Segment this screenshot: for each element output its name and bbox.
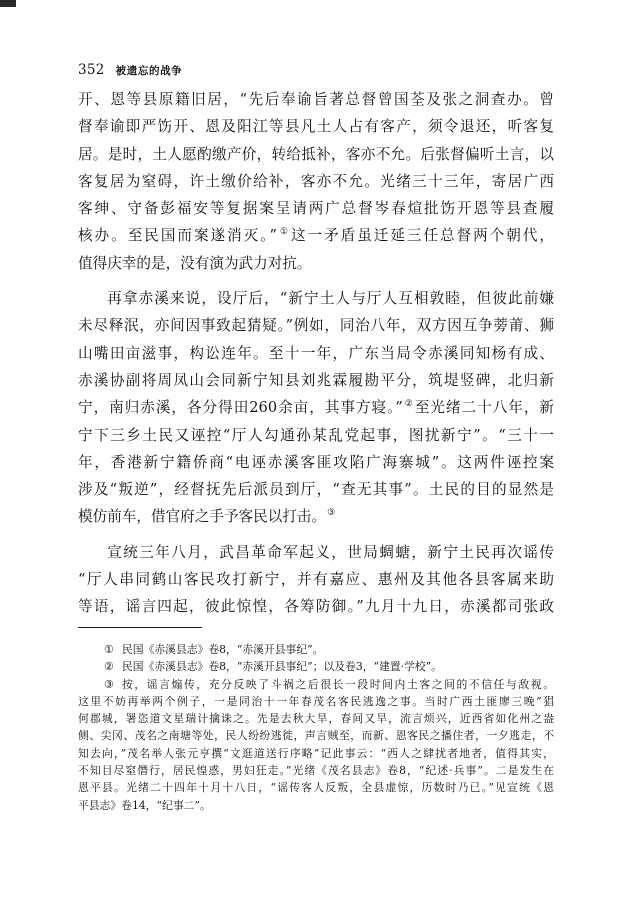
footnote-line: 何郡城，署恣道文星瑞计擒诛之。先是去秋大旱，春间又旱，流言烦兴，近西省如化州之盎 [78,712,554,726]
text-line: 再拿赤溪来说，设厅后，“新宁土人与厅人互相敦睦，但彼此前嫌 [107,290,554,308]
text-line: “厅人串同鹤山客民攻打新宁，并有嘉应、惠州及其他各县客属来助 [78,571,554,589]
text-segment: 宁，南归赤溪，各分得田260余亩，其事方寝。” [78,399,403,417]
footnote-separator [78,627,202,628]
text-line: 未尽释泯，亦间因事致起猜疑。”例如，同治八年，双方因互争蒡莆、狮 [78,317,554,335]
book-title: 被遗忘的战争 [115,65,183,77]
text-segment: 至光绪二十八年，新 [414,399,554,417]
footnote-line: 这里不妨再举两个例子，一是同治十一年春茂名客民逃逸之事。当时广西土匪廖三晚“猖 [78,694,554,708]
footnote-line: 恩平县。光绪二十四年十月十八日，“谣传客人反叛，全县虚惊，历数时乃已。”见宣统《恩 [78,781,554,795]
text-line: 涉及“叛逆”，经督抚先后派员到厅，“查无其事”。土民的目的显然是 [78,481,554,499]
text-line: 值得庆幸的是，没有演为武力对抗。 [78,254,312,272]
footnotes [78,641,554,814]
footnote-ref: ③ [327,508,336,519]
text-segment: 核办。至民国而案遂消灭。” [78,227,277,245]
footnote-text: 按，谣言煽传，充分反映了斗祸之后很长一段时间内土客之间的不信任与敌视。 [122,677,554,691]
page-number: 352 [78,62,105,78]
text-line: 开、恩等县原籍旧居，“先后奉谕旨著总督曾国荃及张之洞查办。曾 [78,91,554,108]
scan-mark [0,0,16,7]
text-line: 山嘴田亩滋事，构讼连年。至十一年，广东当局令赤溪同知杨有成、 [78,344,554,362]
text-line [78,222,554,249]
footnote-ref: ② [403,399,414,410]
footnote-marker: ② [104,660,114,674]
text-line: 宁下三乡土民又诬控“厅人勾通孙某乱党起事，图扰新宁”。“三十一 [78,426,554,444]
footnote-marker: ③ [104,677,114,691]
footnote-line: 侧、尖冈、茂名之南塘等处，民人纷纷逃徙，声言贼至，而新、恩客民之播住者，一夕逃走，不 [78,729,554,743]
text-line: 督奉谕即严饬开、恩及阳江等县凡土人占有客产，须令退还，听客复 [78,118,554,136]
text-line: 赤溪协副将周凤山会同新宁知县刘兆霖履勘平分，筑堤竖碑，北归新 [78,371,554,389]
text-line [78,394,554,421]
paragraph [78,539,554,621]
footnote-line: 不知目尽窒僭行，居民惶惑，男妇狂走。”光绪《茂名县志》卷8，“纪述·兵事”。二是发生在 [78,764,554,778]
footnote-text: 民国《赤溪县志》卷8，“赤溪开县事纪”；以及卷3，“建置·学校”。 [122,660,442,674]
text-line: 年，香港新宁籍侨商“电诬赤溪客匪攻陷广海寨城”。这两件诬控案 [78,453,554,471]
text-line: 客绅、守备彭福安等复据案呈请两广总督岑春煊批饬开恩等县查履 [78,200,554,218]
main-text [78,86,554,621]
text-segment: 这一矛盾虽迁延三任总督两个朝代， [290,227,554,245]
text-line: 等语，谣言四起，彼此惊惶，各筹防御。”九月十九日，赤溪都司张政 [78,598,554,616]
footnote [78,658,554,675]
footnote [78,641,554,658]
text-line: 客复居为窒碍，许土缴价给补，客亦不允。光绪三十三年，寄居广西 [78,172,554,190]
running-header [78,62,182,80]
footnote-line: 平县志》卷14，“纪事二”。 [78,798,211,812]
footnote-line: 知去向，”茂名举人张元亨撰“文逛道送行序略”记此事云：“西人之肆扰者地者，值得其实， [78,746,554,760]
footnote-ref: ① [277,227,290,238]
text-line: 居。是时，土人愿酌缴产价，转给抵补，客亦不允。后张督偏听土言，以 [78,145,554,163]
footnote-line [78,676,554,693]
text-line: 宣统三年八月，武昌革命军起义，世局蜩螗，新宁土民再次谣传 [107,543,554,561]
text-line [78,503,554,530]
footnote-text: 民国《赤溪县志》卷8，“赤溪开县事纪”。 [122,643,324,656]
footnote [78,676,554,814]
footnote-marker: ① [104,643,114,656]
paragraph [78,86,554,277]
paragraph [78,285,554,531]
text-segment: 模仿前车，借官府之手予客民以打击。 [78,508,327,526]
